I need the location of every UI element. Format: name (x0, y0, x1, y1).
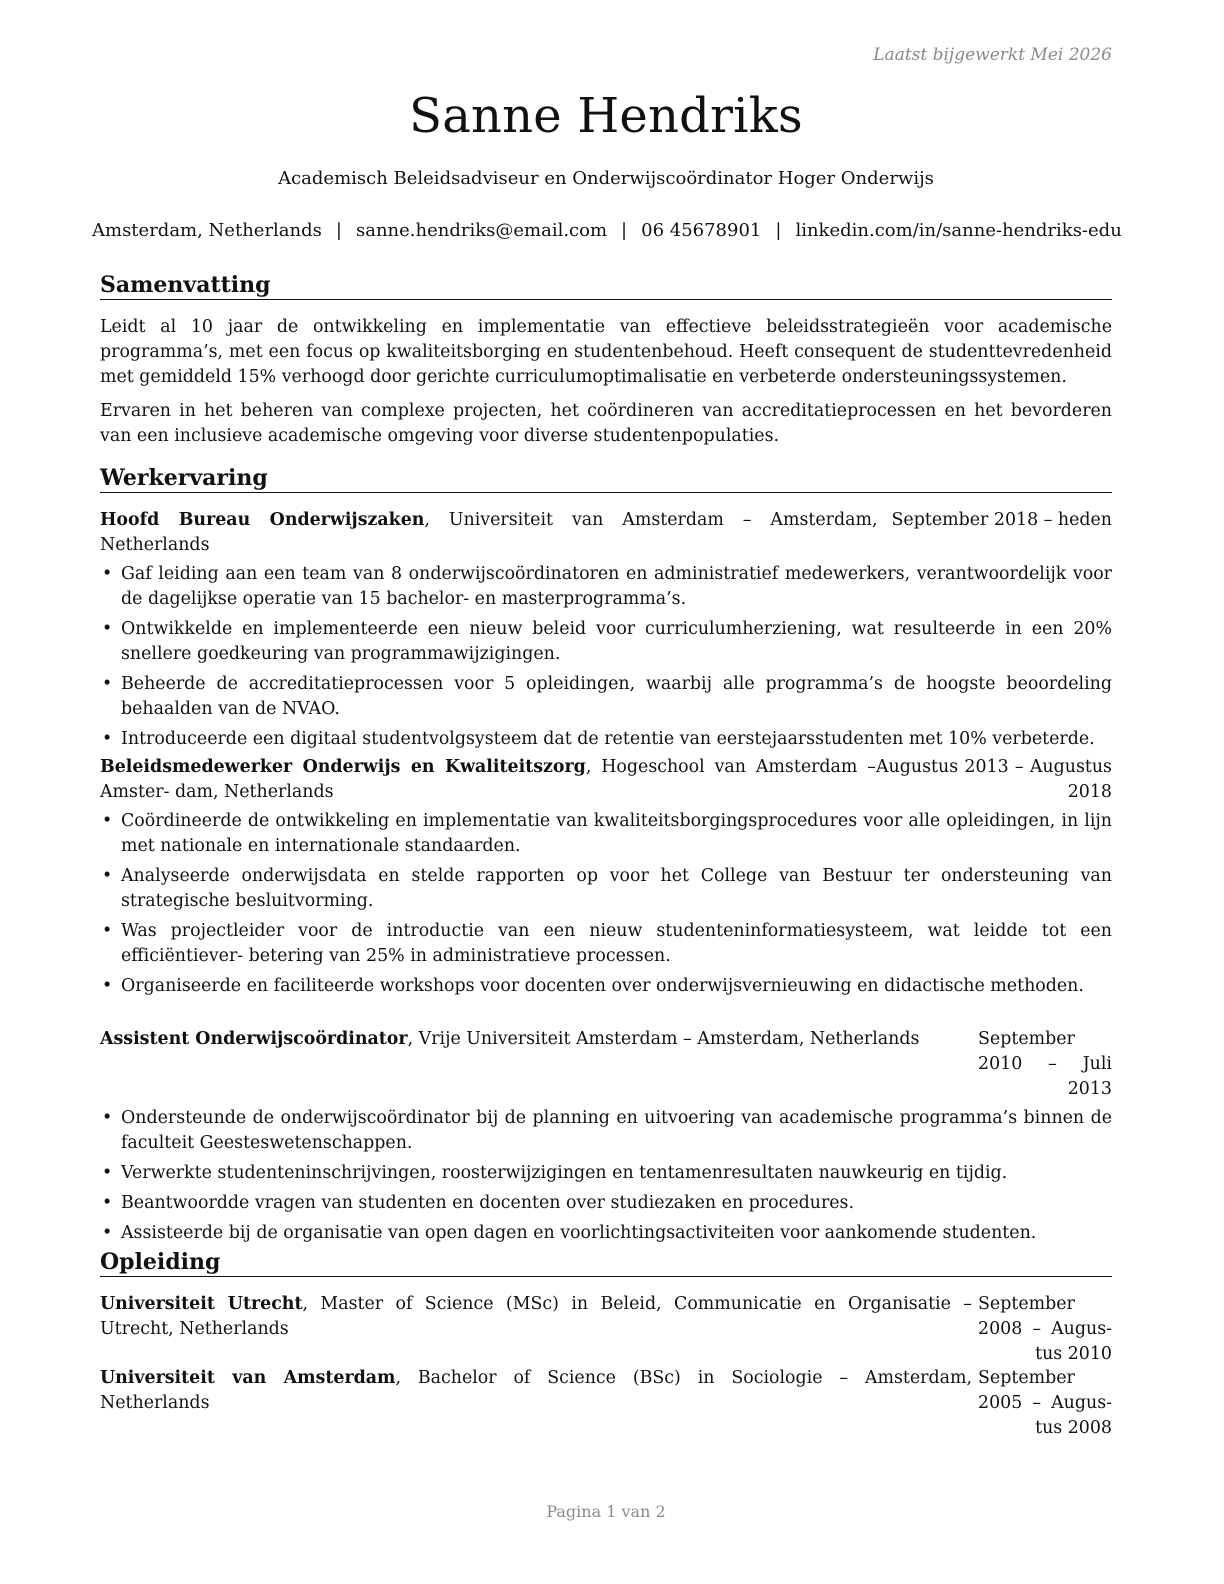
job-dates: September 2018 – heden (891, 510, 1112, 530)
education-dates: September 2008 – Augus- tus 2010 (978, 1294, 1112, 1364)
job-dates: September 2010 – Juli 2013 (978, 1029, 1112, 1099)
contact-separator: | (621, 220, 628, 241)
job-entry (100, 508, 1112, 757)
list-item: • Assisteerde bij de organisatie van open dagen en voorlichtingsactiviteiten voor aankomende studenten. (100, 1221, 1112, 1246)
education-school: Universiteit Utrecht (100, 1294, 303, 1314)
education-detail: , Bachelor of Science (BSc) in Sociologie – Amsterdam, Netherlands (100, 1368, 972, 1413)
job-title (100, 508, 878, 558)
education-entry (100, 1292, 1112, 1367)
list-item: • Introduceerde een digitaal studentvolgsysteem dat de retentie van eerstejaarsstudenten met 10% verbeterde. (100, 727, 1112, 752)
job-organization: , Hogeschool van Amsterdam – Amster- dam, Netherlands (100, 757, 876, 802)
education-entry (100, 1366, 1112, 1441)
list-item: • Beantwoordde vragen van studenten en docenten over studiezaken en procedures. (100, 1191, 1112, 1216)
list-item: • Coördineerde de ontwikkeling en implementatie van kwaliteitsborgingsprocedures voor alle opleidingen, in lijn met nationale en internationale standaarden. (100, 809, 1112, 859)
education-title (100, 1292, 972, 1342)
job-subtitle: Academisch Beleidsadviseur en Onderwijscoördinator Hoger Onderwijs (278, 168, 934, 189)
job-organization: , Vrije Universiteit Amsterdam – Amsterdam, Netherlands (407, 1029, 920, 1049)
education-dates: September 2005 – Augus- tus 2008 (978, 1368, 1112, 1438)
job-title (100, 1027, 978, 1052)
job-bullets (100, 1106, 1112, 1246)
job-header (100, 1027, 1112, 1102)
job-title (100, 755, 876, 805)
job-dates-text: Augustus 2013 – Augustus 2018 (876, 757, 1112, 802)
contact-email[interactable]: sanne.hendriks@email.com (355, 220, 608, 241)
job-entry (100, 1027, 1112, 1251)
list-item: • Verwerkte studenteninschrijvingen, roosterwijzigingen en tentamenresultaten nauwkeurig en tijdig. (100, 1161, 1112, 1186)
page-number: Pagina 1 van 2 (546, 1502, 666, 1521)
job-organization: , Universiteit van Amsterdam – Amsterdam, Netherlands (100, 510, 878, 555)
contact-separator: | (335, 220, 342, 241)
summary-paragraph: Leidt al 10 jaar de ontwikkeling en implementatie van effectieve beleidsstrategieën voor academische programma’s, met een focus op kwaliteitsborging en studentenbehoud. Heeft consequent de studenttevredenheid met gemiddeld 15% verhoogd door gerichte curriculumoptimalisatie en verbeterde ondersteuningssystemen. (100, 317, 1112, 387)
list-item: • Ondersteunde de onderwijscoördinator bij de planning en uitvoering van academische programma’s binnen de faculteit Geesteswetenschappen. (100, 1106, 1112, 1156)
job-header (100, 508, 1112, 558)
list-item: • Organiseerde en faciliteerde workshops voor docenten over onderwijsvernieuwing en didactische methoden. (100, 974, 1112, 999)
contact-separator: | (775, 220, 782, 241)
contact-phone: 06 45678901 (641, 220, 762, 241)
job-entry (100, 755, 1112, 1004)
resume-page (92, 0, 1122, 1584)
contact-location: Amsterdam, Netherlands (92, 220, 322, 241)
section-title-summary: Samenvatting (100, 272, 1112, 300)
job-header (100, 755, 1112, 805)
list-item: • Analyseerde onderwijsdata en stelde rapporten op voor het College van Bestuur ter ondersteuning van strategische besluitvorming. (100, 864, 1112, 914)
section-title-education: Opleiding (100, 1249, 1112, 1277)
last-updated: Laatst bijgewerkt Mei 2026 (873, 45, 1112, 65)
job-role: Hoofd Bureau Onderwijszaken (100, 510, 425, 530)
contact-line (92, 220, 1120, 241)
education-header (100, 1366, 1112, 1441)
education-detail: , Master of Science (MSc) in Beleid, Communicatie en Organisatie – Utrecht, Netherlands (100, 1294, 972, 1339)
education-title (100, 1366, 972, 1416)
education-school: Universiteit van Amsterdam (100, 1368, 396, 1388)
job-bullets (100, 562, 1112, 752)
person-name: Sanne Hendriks (409, 88, 803, 144)
job-role: Assistent Onderwijscoördinator (100, 1029, 408, 1049)
job-dates (876, 755, 1112, 805)
list-item: • Ontwikkelde en implementeerde een nieuw beleid voor curriculumherziening, wat resulteerde in een 20% snellere goedkeuring van programmawijzigingen. (100, 617, 1112, 667)
contact-linkedin[interactable]: linkedin.com/in/sanne-hendriks-edu (795, 220, 1122, 241)
job-role: Beleidsmedewerker Onderwijs en Kwaliteitszorg (100, 757, 586, 777)
list-item: • Beheerde de accreditatieprocessen voor 5 opleidingen, waarbij alle programma’s de hoogste beoordeling behaalden van de NVAO. (100, 672, 1112, 722)
list-item: • Gaf leiding aan een team van 8 onderwijscoördinatoren en administratief medewerkers, verantwoordelijk voor de dagelijkse operatie van 15 bachelor- en masterprogramma’s. (100, 562, 1112, 612)
job-bullets (100, 809, 1112, 999)
education-header (100, 1292, 1112, 1367)
list-item: • Was projectleider voor de introductie van een nieuw studenteninformatiesysteem, wat leidde tot een efficiëntiever- betering van 25% in administratieve processen. (100, 919, 1112, 969)
summary-paragraph: Ervaren in het beheren van complexe projecten, het coördineren van accreditatieprocessen en het bevorderen van een inclusieve academische omgeving voor diverse studentenpopulaties. (100, 401, 1112, 446)
section-title-experience: Werkervaring (100, 465, 1112, 493)
